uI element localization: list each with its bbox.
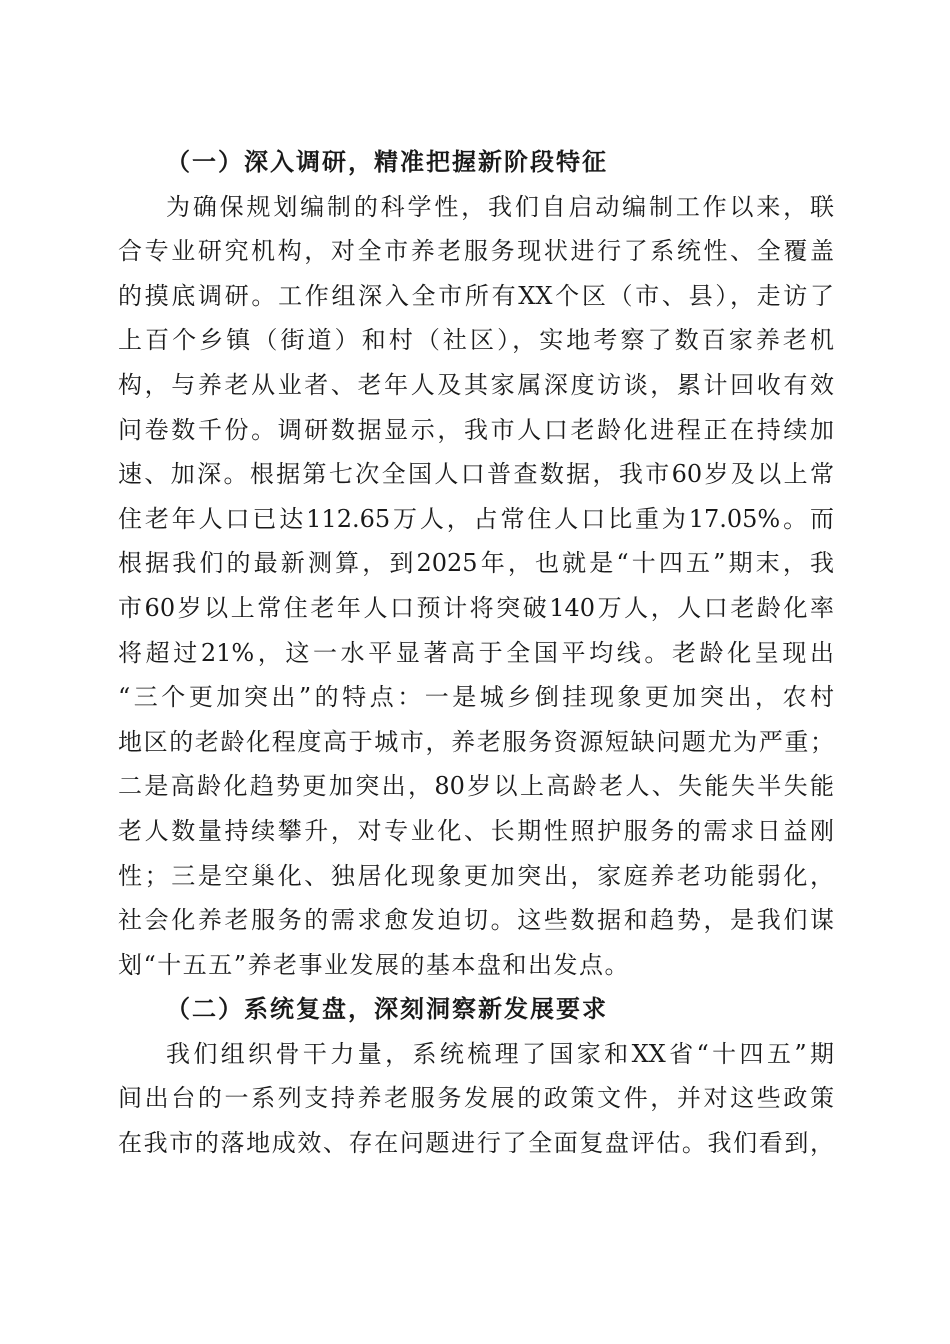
paragraph-line: “三个更加突出”的特点：一是城乡倒挂现象更加突出，农村 <box>118 683 834 712</box>
document-body <box>118 140 834 1166</box>
paragraph-line: 问卷数千份。调研数据显示，我市人口老龄化进程正在持续加 <box>118 415 834 444</box>
paragraph-line: 构，与养老从业者、老年人及其家属深度访谈，累计回收有效 <box>118 370 834 399</box>
paragraph-line: 间出台的一系列支持养老服务发展的政策文件，并对这些政策 <box>118 1084 834 1113</box>
paragraph-line: 为确保规划编制的科学性，我们自启动编制工作以来，联 <box>166 192 834 221</box>
paragraph-line: 地区的老龄化程度高于城市，养老服务资源短缺问题尤为严重； <box>118 727 834 756</box>
paragraph-line: 在我市的落地成效、存在问题进行了全面复盘评估。我们看到， <box>118 1129 834 1158</box>
paragraph-line: 将超过21%，这一水平显著高于全国平均线。老龄化呈现出 <box>118 638 834 667</box>
section-heading-1: （一）深入调研，精准把握新阶段特征 <box>166 147 608 176</box>
paragraph-line: 速、加深。根据第七次全国人口普查数据，我市60岁及以上常 <box>118 460 834 489</box>
paragraph-line: 上百个乡镇（街道）和村（社区），实地考察了数百家养老机 <box>118 326 834 355</box>
section-heading-2: （二）系统复盘，深刻洞察新发展要求 <box>166 994 608 1024</box>
paragraph-line: 合专业研究机构，对全市养老服务现状进行了系统性、全覆盖 <box>118 237 834 266</box>
paragraph-line: 老人数量持续攀升，对专业化、长期性照护服务的需求日益刚 <box>118 816 834 845</box>
paragraph-line: 市60岁以上常住老年人口预计将突破140万人，人口老龄化率 <box>118 593 834 622</box>
paragraph-line: 住老年人口已达112.65万人，占常住人口比重为17.05%。而 <box>118 504 834 533</box>
paragraph-line: 根据我们的最新测算，到2025年，也就是“十四五”期末，我 <box>118 549 834 578</box>
paragraph-line: 的摸底调研。工作组深入全市所有XX个区（市、县），走访了 <box>118 281 834 310</box>
paragraph-line: 性；三是空巢化、独居化现象更加突出，家庭养老功能弱化， <box>118 861 834 890</box>
paragraph-line: 二是高龄化趋势更加突出，80岁以上高龄老人、失能失半失能 <box>118 772 834 801</box>
paragraph-line: 划“十五五”养老事业发展的基本盘和出发点。 <box>118 950 631 979</box>
paragraph-line: 我们组织骨干力量，系统梳理了国家和XX省“十四五”期 <box>166 1039 834 1068</box>
paragraph-line: 社会化养老服务的需求愈发迫切。这些数据和趋势，是我们谋 <box>118 906 834 935</box>
